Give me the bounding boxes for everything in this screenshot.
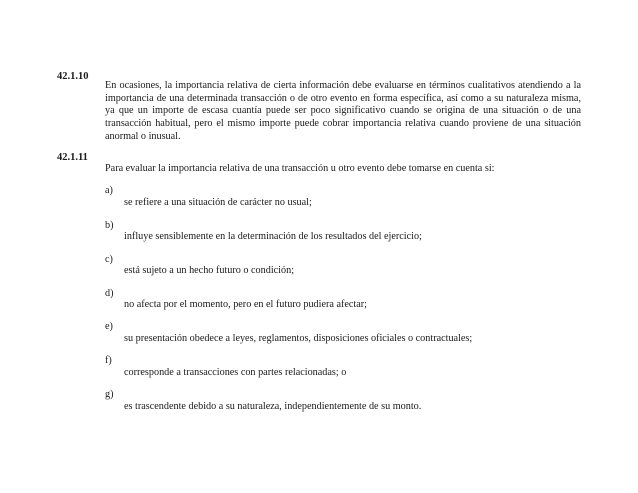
list-item-text-a: se refiere a una situación de carácter no usual;	[124, 197, 312, 208]
list-item-letter-b: b)	[105, 220, 114, 231]
section-number-42-1-11: 42.1.11	[57, 152, 88, 163]
list-item-letter-g: g)	[105, 389, 114, 400]
list-item-letter-f: f)	[105, 355, 112, 366]
list-item-text-g: es trascendente debido a su naturaleza, independientemente de su monto.	[124, 401, 422, 412]
list-item-letter-c: c)	[105, 254, 113, 265]
list-item-text-b: influye sensiblemente en la determinación de los resultados del ejercicio;	[124, 231, 422, 242]
section-number-42-1-10: 42.1.10	[57, 71, 89, 82]
list-item-text-e: su presentación obedece a leyes, reglamentos, disposiciones oficiales o contractuales;	[124, 333, 473, 344]
list-item-letter-d: d)	[105, 288, 114, 299]
section-intro-42-1-11: Para evaluar la importancia relativa de una transacción u otro evento debe tomarse en cuenta si:	[105, 163, 495, 174]
list-item-text-c: está sujeto a un hecho futuro o condición;	[124, 265, 295, 276]
list-item-letter-e: e)	[105, 321, 113, 332]
list-item-text-f: corresponde a transacciones con partes relacionadas; o	[124, 367, 347, 378]
list-item-text-d: no afecta por el momento, pero en el futuro pudiera afectar;	[124, 299, 367, 310]
list-item-letter-a: a)	[105, 185, 113, 196]
section-paragraph-42-1-10: En ocasiones, la importancia relativa de cierta información debe evaluarse en términos cualitativos atendiendo a la importancia de una determinada transacción o de otro evento en forma específica, así como a su naturaleza misma, ya que un importe de escasa cuantía puede ser poco significativo cuando se origina de una situación o de una transacción habitual, pero el mismo importe puede cobrar importancia relativa cuando proviene de una situación anormal o inusual.	[105, 80, 581, 142]
